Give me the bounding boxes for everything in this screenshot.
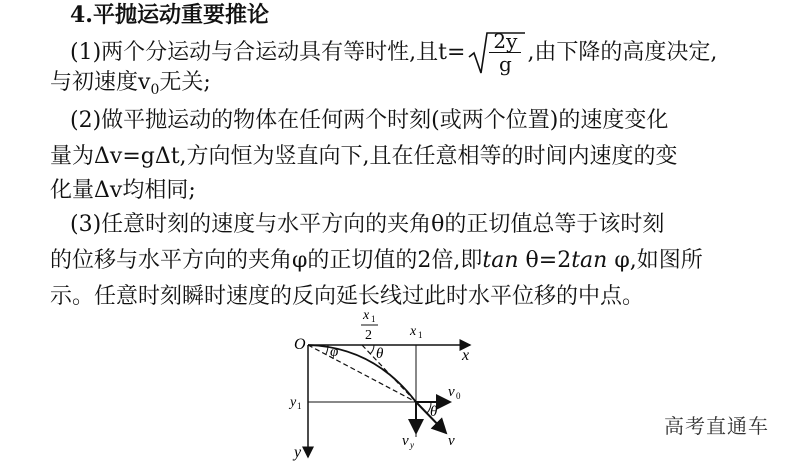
phi-label: φ (330, 344, 339, 360)
vy-label: v (402, 433, 409, 449)
half-x1-denominator: 2 (365, 328, 372, 343)
section-heading: 4.平抛运动重要推论 (70, 2, 269, 28)
paragraph-2-line-3: 化量Δv均相同; (50, 178, 196, 203)
sqrt-fraction (467, 31, 525, 75)
p1-line2-sub: 0 (150, 82, 160, 98)
paragraph-2-line-1: (2)做平抛运动的物体在任何两个时刻(或两个位置)的速度变化 (70, 108, 669, 133)
fraction (489, 31, 521, 74)
x1-label-sub: 1 (418, 330, 423, 340)
theta-arc-top (370, 345, 374, 354)
theta-top-label: θ (376, 346, 384, 362)
paragraph-3-line-2 (50, 246, 703, 276)
displacement-line (308, 345, 416, 402)
y1-label: y (290, 395, 297, 410)
paragraph-1-line-2 (50, 68, 211, 105)
v-label: v (448, 433, 455, 449)
x-axis-label: x (462, 347, 470, 364)
half-x1-numerator: x (363, 308, 370, 323)
tan-2: tan (571, 248, 608, 273)
x1-label: x (410, 324, 417, 339)
paragraph-3-line-1: (3)任意时刻的速度与水平方向的夹角θ的正切值总等于该时刻 (70, 212, 665, 237)
p1-suffix: ,由下降的高度决定, (527, 40, 718, 65)
p3-line2-post: φ,如图所 (607, 248, 703, 273)
watermark: 高考直通车 (664, 414, 769, 438)
p1-prefix: (1)两个分运动与合运动具有等时性,且t= (70, 40, 466, 65)
fraction-denominator: g (499, 52, 512, 76)
fraction-numerator: 2y (489, 31, 521, 53)
paragraph-3-line-3: 示。任意时刻瞬时速度的反向延长线过此时水平位移的中点。 (50, 284, 645, 309)
p1-line2-post: 无关; (159, 70, 211, 95)
vy-label-sub: y (410, 440, 414, 450)
y1-label-sub: 1 (297, 401, 302, 411)
p3-line2-pre: 的位移与水平方向的夹角φ的正切值的2倍,即 (50, 248, 483, 273)
projectile-diagram (270, 305, 490, 461)
v0-label: v (448, 384, 455, 400)
v0-label-sub: 0 (456, 391, 461, 401)
theta-bottom-label: θ (430, 404, 438, 420)
y-axis-label: y (294, 444, 302, 461)
half-x1-numerator-sub: 1 (371, 314, 376, 324)
origin-label: O (294, 336, 306, 353)
p3-mid: θ=2 (518, 248, 572, 273)
paragraph-2-line-2: 量为Δv=gΔt,方向恒为竖直向下,且在任意相等的时间内速度的变 (50, 144, 678, 169)
tan-1: tan (482, 248, 519, 273)
p1-line2-pre: 与初速度v (50, 70, 151, 95)
